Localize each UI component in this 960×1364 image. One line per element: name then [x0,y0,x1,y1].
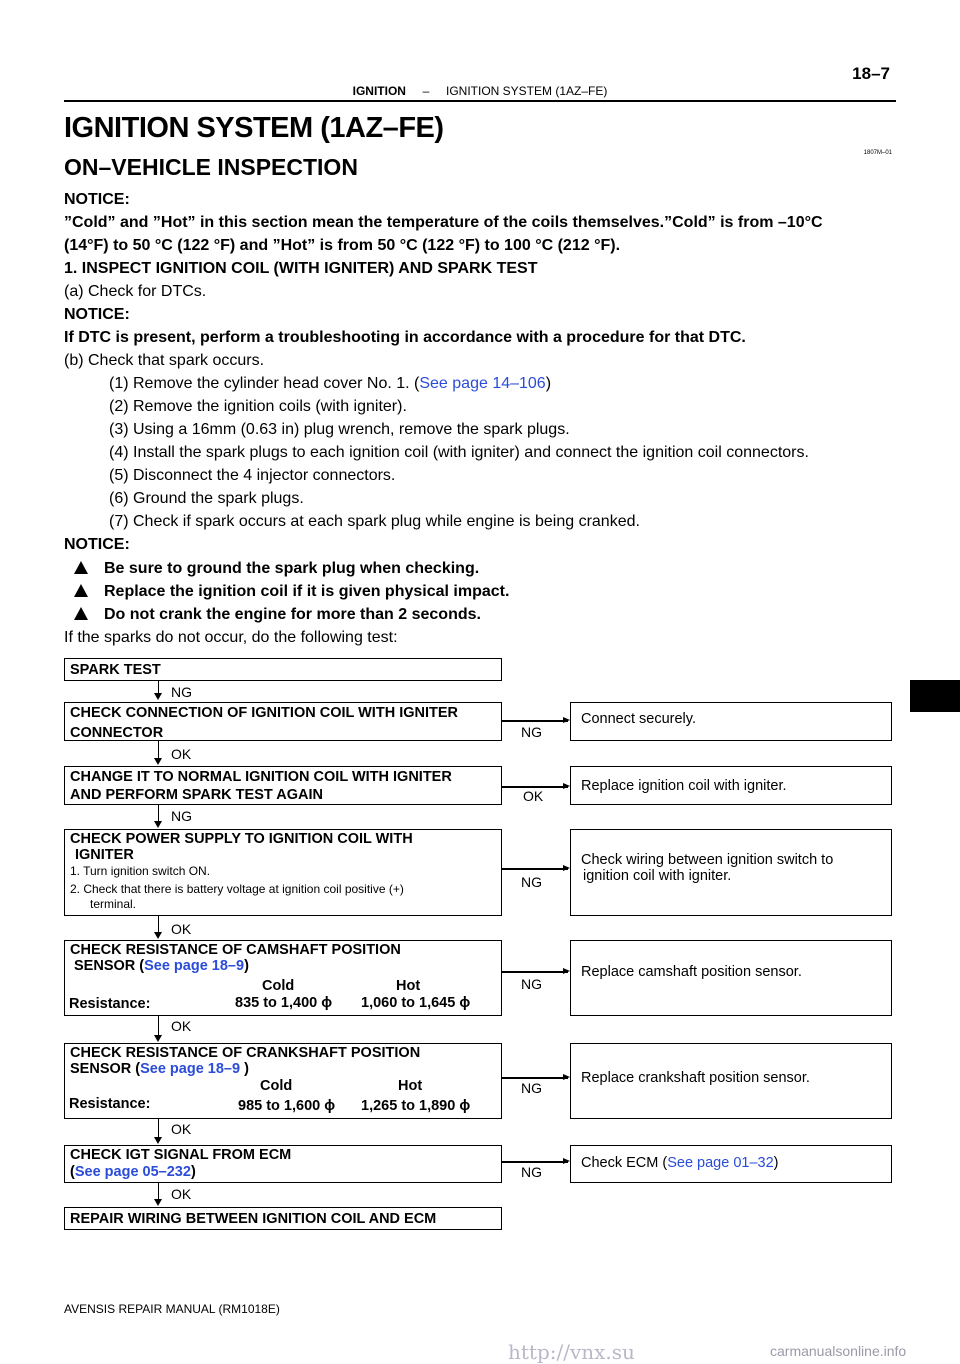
box4-line2-post: ) [244,958,249,974]
header-section: IGNITION [352,84,406,98]
ng-label: NG [171,684,192,700]
box6-line2-post: ) [190,1164,196,1180]
page-subtitle: ON–VEHICLE INSPECTION [64,154,358,180]
flow-change-coil [64,766,502,805]
box4-cold-value: 835 to 1,400 ϕ [235,995,333,1011]
substep-1 [109,372,551,395]
page-title: IGNITION SYSTEM (1AZ–FE) [64,112,444,144]
arrow-down [158,741,159,763]
box4-hot-value: 1,060 to 1,645 ϕ [361,995,471,1011]
action-check-ecm [570,1145,892,1183]
box6-line2-pre: ( [70,1164,75,1180]
ng-label: NG [521,724,542,740]
box1-line2: CONNECTOR [70,725,164,741]
box5-line2-pre: SENSOR ( [70,1061,141,1077]
header-rule [64,100,896,102]
resistance-label: Resistance: [69,1096,151,1112]
arrow-down [158,916,159,937]
box3-sub3: terminal. [90,897,137,911]
ng-label: NG [521,1080,542,1096]
intro-test: If the sparks do not occur, do the following test: [64,629,398,646]
substep-1-text: (1) Remove the cylinder head cover No. 1. ( [109,375,420,392]
notice3-label: NOTICE: [64,536,130,553]
action-replace-coil: Replace ignition coil with igniter. [570,766,892,805]
ng-label: NG [171,808,192,824]
flow-check-power [64,829,502,916]
substep-7: (7) Check if spark occurs at each spark plug while engine is being cranked. [109,513,640,530]
ok-label: OK [171,1121,192,1137]
box3-action-line1: Check wiring between ignition switch to [581,852,834,868]
cold-label: Cold [260,1078,293,1094]
box3-action-line2: ignition coil with igniter. [583,868,732,884]
box2-line1: CHANGE IT TO NORMAL IGNITION COIL WITH IGNITER [70,769,452,785]
notice3-item [74,603,481,626]
arrow-down [158,1119,159,1142]
warning-triangle-icon [74,607,88,620]
box5-line1: CHECK RESISTANCE OF CRANKSHAFT POSITION [70,1045,421,1061]
box3-line1: CHECK POWER SUPPLY TO IGNITION COIL WITH [70,831,413,847]
box5-line2 [70,1061,496,1077]
box5-hot-value: 1,265 to 1,890 ϕ [361,1098,471,1114]
header-separator: – [422,84,430,98]
arrow-right [502,1077,568,1079]
arrow-down [158,1183,159,1204]
action-replace-camshaft: Replace camshaft position sensor. [570,940,892,1016]
doc-id: 1807M–01 [863,150,892,156]
box3-line2: IGNITER [75,847,134,863]
footer: AVENSIS REPAIR MANUAL (RM1018E) [64,1302,280,1316]
substep-1-link[interactable]: See page 14–106 [419,375,546,392]
notice1-line1: ”Cold” and ”Hot” in this section mean the temperature of the coils themselves.”Cold” is from –10°C [64,214,823,231]
box6-action-link[interactable]: See page 01–32 [667,1155,774,1171]
box4-line1: CHECK RESISTANCE OF CAMSHAFT POSITION [70,942,401,958]
flow-repair-wiring: REPAIR WIRING BETWEEN IGNITION COIL AND ECM [64,1207,502,1230]
box6-action-pre: Check ECM ( [581,1155,668,1171]
notice1-line2: (14°F) to 50 °C (122 °F) and ”Hot” is from 50 °C (122 °F) to 100 °C (212 °F). [64,237,621,254]
flow-spark-test: SPARK TEST [64,658,502,681]
resistance-label: Resistance: [69,996,151,1012]
step-b: (b) Check that spark occurs. [64,352,265,369]
substep-3: (3) Using a 16mm (0.63 in) plug wrench, remove the spark plugs. [109,421,570,438]
notice2-label: NOTICE: [64,306,130,323]
notice1-label: NOTICE: [64,191,130,208]
notice3-item-text: Replace the ignition coil if it is given physical impact. [104,583,510,600]
ok-label: OK [171,746,192,762]
box2-line2: AND PERFORM SPARK TEST AGAIN [70,787,323,803]
box5-link[interactable]: See page 18–9 [140,1061,241,1077]
action-check-wiring [570,829,892,916]
ok-label: OK [171,921,192,937]
ok-label: OK [171,1186,192,1202]
ng-label: NG [521,874,542,890]
substep-6: (6) Ground the spark plugs. [109,490,304,507]
step-1: 1. INSPECT IGNITION COIL (WITH IGNITER) AND SPARK TEST [64,260,538,277]
box6-line1: CHECK IGT SIGNAL FROM ECM [70,1147,292,1163]
notice3-item-text: Be sure to ground the spark plug when checking. [104,560,480,577]
watermark: http://vnx.su [508,1340,635,1364]
box4-line2-pre: SENSOR ( [74,958,145,974]
hot-label: Hot [396,978,421,994]
substep-5: (5) Disconnect the 4 injector connectors. [109,467,396,484]
ng-label: NG [521,1164,542,1180]
substep-1-close: ) [545,375,552,392]
box3-sub1: 1. Turn ignition switch ON. [70,864,211,878]
box4-link[interactable]: See page 18–9 [144,958,245,974]
arrow-right [502,1161,568,1163]
arrow-right [502,971,568,973]
section-tab [910,680,960,712]
box1-line1: CHECK CONNECTION OF IGNITION COIL WITH IGNITER [70,705,459,721]
box5-line2-post: ) [240,1061,249,1077]
notice3-item [74,557,479,580]
warning-triangle-icon [74,584,88,597]
action-replace-crankshaft: Replace crankshaft position sensor. [570,1043,892,1119]
ng-label: NG [521,976,542,992]
flow-check-igt [64,1145,502,1183]
flow-check-connection [64,702,502,741]
notice3-item [74,580,509,603]
arrow-right [502,868,568,870]
warning-triangle-icon [74,561,88,574]
flow-check-camshaft [64,940,502,1016]
flow-check-crankshaft [64,1043,502,1119]
step-a: (a) Check for DTCs. [64,283,207,300]
box5-cold-value: 985 to 1,600 ϕ [238,1098,336,1114]
box6-line2 [70,1164,496,1180]
arrow-down [158,805,159,826]
arrow-right [502,720,568,722]
ok-label: OK [171,1018,192,1034]
box6-link[interactable]: See page 05–232 [74,1164,191,1180]
box6-action-post: ) [773,1155,779,1171]
notice3-item-text: Do not crank the engine for more than 2 seconds. [104,606,481,623]
arrow-down [158,681,159,698]
cold-label: Cold [262,978,295,994]
notice2-text: If DTC is present, perform a troubleshooting in accordance with a procedure for that DTC. [64,329,746,346]
watermark-2: carmanualsonline.info [770,1343,907,1359]
action-connect: Connect securely. [570,702,892,741]
box4-line2 [70,958,496,974]
running-header [0,84,960,98]
substep-2: (2) Remove the ignition coils (with igniter). [109,398,407,415]
substep-4: (4) Install the spark plugs to each ignition coil (with igniter) and connect the ignition coil connectors. [109,444,809,461]
box3-sub2: 2. Check that there is battery voltage at ignition coil positive (+) [70,882,404,896]
header-subsection: IGNITION SYSTEM (1AZ–FE) [446,84,608,98]
hot-label: Hot [398,1078,423,1094]
page-number: 18–7 [852,64,890,83]
ok-label: OK [523,788,544,804]
arrow-down [158,1016,159,1040]
